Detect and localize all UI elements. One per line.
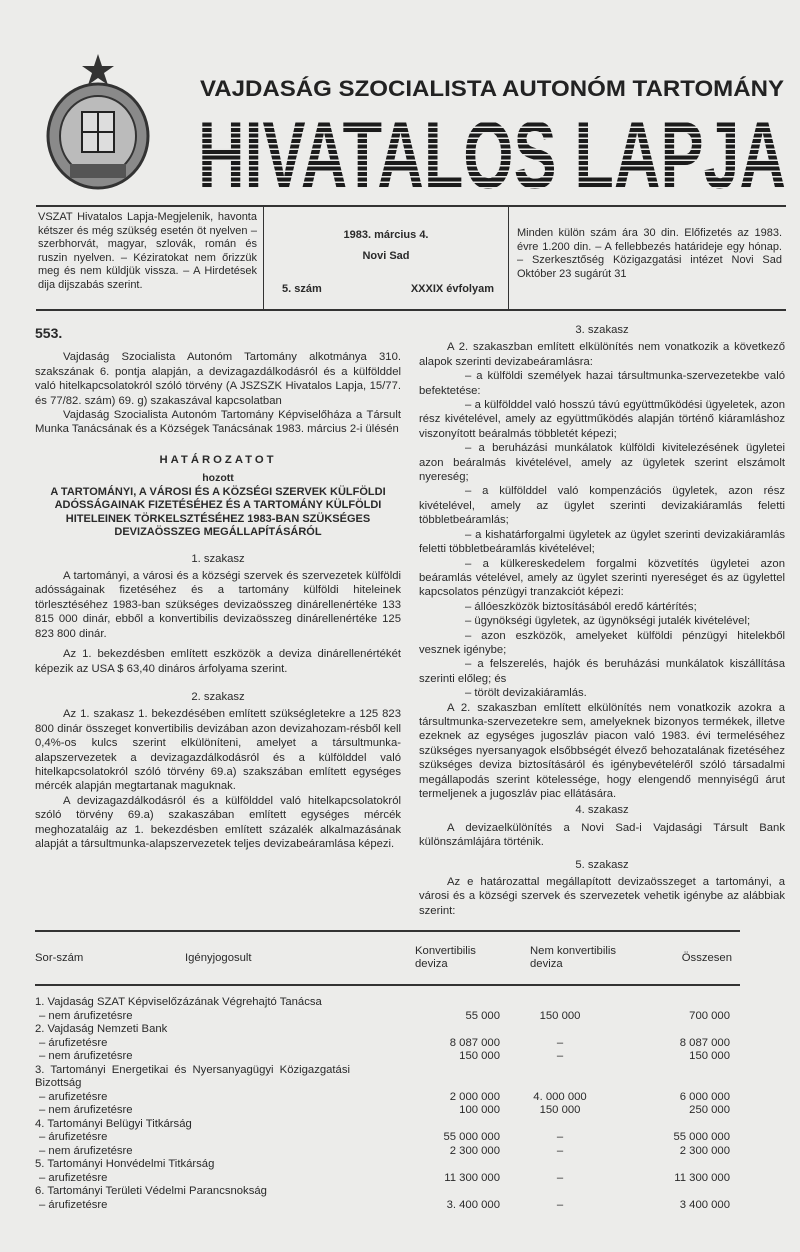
list-item: – a beruházási munkálatok külföldi kivitelezésének ügyletei azon beáralmás kivételével, amely az ügyletek szerint elszámolt nyereség; <box>419 442 785 484</box>
row-label: 6. Tartományi Területi Védelmi Parancsnokság <box>35 1185 267 1198</box>
row-label: – arufizetésre <box>39 1090 108 1103</box>
cell-convertible: 55 000 000 <box>443 1131 500 1144</box>
row-label: – nem árufizetésre <box>39 1009 133 1022</box>
row-label: – arufizetésre <box>39 1171 108 1184</box>
cell-convertible: 55 000 <box>465 1009 500 1022</box>
issue-date: 1983. március 4. <box>343 229 429 241</box>
masthead-supertitle-wrap <box>198 70 788 102</box>
table-row <box>35 1064 740 1091</box>
table-row <box>35 985 740 1010</box>
list-item: – a felszerelés, hajók és beruházási munkálatok kiszállítása szerinti előleg; és <box>419 658 785 685</box>
cell-nonconvertible: – <box>556 1171 564 1184</box>
cell-nonconvertible: – <box>556 1144 564 1157</box>
cell-nonconvertible: – <box>556 1131 564 1144</box>
document-number: 553. <box>35 325 63 341</box>
list-item: – a külkereskedelem forgalmi közvetítés ügyletei azon beáramlás vételével, amely az ügylet szerinti nyereséget és az ügylettel kapcsolatos pénzügyi tranzakciót képezi: <box>419 557 785 599</box>
header-total: Összesen <box>620 931 740 985</box>
table-row <box>35 1104 740 1118</box>
cell-total: 55 000 000 <box>673 1131 730 1144</box>
coat-of-arms-emblem <box>42 52 154 194</box>
table-row <box>35 1091 740 1105</box>
issue-city: Novi Sad <box>362 250 410 262</box>
subscription-note: Minden külön szám ára 30 din. Előfizetés az 1983. évre 1.200 din. – A fellebbezés határideje egy hónap. – Szerkesztőség Közigazgatási intézet Novi Sad Október 23 sugárút 31 <box>517 227 782 280</box>
cell-convertible: 2 000 000 <box>449 1090 500 1103</box>
header-row-number: Sor-szám <box>35 931 95 985</box>
preamble-paragraph: Vajdaság Szocialista Autonóm Tartomány Képviselőháza a Társult Munka Tanácsának és a Községek Tanácsának 1983. március 2-i ülésén <box>35 409 401 436</box>
list-item: – állóeszközök biztosításából eredő kártérítés; <box>465 600 697 613</box>
row-label: – árufizetésre <box>39 1036 108 1049</box>
allocation-table <box>35 930 740 1212</box>
text-columns <box>35 323 785 918</box>
cell-total: 6 000 000 <box>679 1090 730 1103</box>
row-label: 2. Vajdaság Nemzeti Bank <box>35 1023 168 1036</box>
section-paragraph: Az 1. szakasz 1. bekezdésében említett szükségletekre a 125 823 800 dinár összeget konvertibilis devizában azon devizahozam-résből kell 0,4%-os kulcs szerint elkülöníteni, amelyet a társultmunka-alapszervezetek a devizagazdálkodásról és a külfölddel való hitelkapcsolatokról szóló törvény 69.a) szakszában említett egységes mércék alapján megtartanak maguknak. <box>35 708 401 793</box>
cell-nonconvertible: 150 000 <box>539 1104 581 1117</box>
section-paragraph: Az 1. bekezdésben említett eszközök a deviza dinárellenértékét képezik az USA $ 63,40 dináros árfolyama szerint. <box>35 648 401 675</box>
issue-volume: XXXIX évfolyam <box>410 283 494 295</box>
cell-total: 3 400 000 <box>679 1198 730 1211</box>
list-item: – a kishatárforgalmi ügyletek az ügylet szerinti devizakiáramlás feletti többletbeáramlás kivételével; <box>419 528 785 556</box>
masthead-title: HIVATALOS LAPJA <box>198 106 786 194</box>
section-paragraph: A devizaelkülönítés a Novi Sad-i Vajdasági Társult Bank különszámlájára történik. <box>419 821 785 849</box>
section-paragraph: A tartományi, a városi és a községi szervek és szervezetek külföldi adósságainak fizetéséhez és a tartomány külföldi hiteleinek törlesztéséhez 1983-ban szükséges devizaösszeg dinárellenértéke 133 815 000 dinár, ebből a konvertibilis devizaösszeg dinárellenértéke 125 823 800 dinár. <box>35 570 401 640</box>
header-claimant: Igényjogosult <box>95 931 355 985</box>
empty-cell <box>500 985 740 1010</box>
masthead-title-wrap <box>196 106 790 194</box>
publication-note: VSZAT Hivatalos Lapja-Megjelenik, havonta kétszer és még szükség esetén öt nyelven – szerbhorvát, magyar, szlovák, román és ruszin nyelven. – Kéziratokat nem őrizzük meg és nem küldjük vissza. – A Hirdetések dija dijszabás szerint. <box>36 207 264 309</box>
decision-title: A TARTOMÁNYI, A VÁROSI ÉS A KÖZSÉGI SZERVEK KÜLFÖLDI ADÓSSÁGAINAK FIZETÉSÉHEZ ÉS A TARTOMÁNY KÜLFÖLDI HITELEINEK TÖRKELSZTÉSÉHEZ 1983-BAN SZÜKSÉGES DEVIZAÖSSZEG MEGÁLLAPÍTÁSÁRÓL <box>50 485 386 539</box>
masthead-supertitle: VAJDASÁG SZOCIALISTA AUTONÓM TARTOMÁNY <box>200 76 785 101</box>
cell-total: 150 000 <box>689 1050 730 1063</box>
row-label: 5. Tartományi Honvédelmi Titkárság <box>35 1158 215 1171</box>
row-label: – árufizetésre <box>39 1131 108 1144</box>
decision-subheading: hozott <box>202 472 234 485</box>
table-row <box>35 1023 740 1037</box>
table-row <box>35 1185 740 1199</box>
table-row <box>35 1131 740 1145</box>
empty-cell <box>500 1158 740 1172</box>
cell-total: 700 000 <box>689 1009 730 1022</box>
issue-details <box>264 207 509 309</box>
row-label: – árufizetésre <box>39 1198 108 1211</box>
cell-convertible: 8 087 000 <box>449 1036 500 1049</box>
table-row <box>35 1158 740 1172</box>
section-heading: 1. szakasz <box>191 552 245 565</box>
cell-total: 2 300 000 <box>679 1144 730 1157</box>
empty-cell <box>500 1023 740 1037</box>
section-paragraph: Az e határozattal megállapított devizaösszeget a tartományi, a városi és a községi szervek és szervezetek vehetik igénybe az alábbiak szerint: <box>419 876 785 917</box>
left-column <box>35 323 401 851</box>
right-column <box>419 323 785 918</box>
cell-convertible: 11 300 000 <box>444 1171 500 1184</box>
row-label: 3. Tartományi Energetikai és Nyersanyagügyi Közigazgatási Bizottság <box>35 1063 350 1090</box>
cell-nonconvertible: 4. 000 000 <box>533 1090 587 1103</box>
document-body <box>35 323 785 1212</box>
table-header-row <box>35 931 740 985</box>
section-paragraph: A 2. szakaszban említett elkülönítés nem vonatkozik a következő alapok szerinti devizabeáramlásra: <box>419 341 785 368</box>
row-label: 4. Tartományi Belügyi Titkárság <box>35 1117 192 1130</box>
cell-nonconvertible: – <box>556 1050 564 1063</box>
table-row <box>35 1037 740 1051</box>
list-item: – a külföldi személyek hazai társultmunka-szervezetekbe való befektetése: <box>419 370 785 397</box>
table-row <box>35 1172 740 1186</box>
header-convertible: Konvertibilis deviza <box>355 931 500 985</box>
table-row <box>35 1145 740 1159</box>
issue-number: 5. szám <box>282 283 322 295</box>
section-paragraph: A devizagazdálkodásról és a külfölddel való hitelkapcsolatokról szóló törvény 69.a) szakaszában említett egységes mércék meghozataláig az 1. bekezdésben említett százalék alkalmazásának alapját a társultmunka-alapszervezetek teljes devizabeáramlása képezi. <box>35 794 401 850</box>
cell-convertible: 3. 400 000 <box>446 1198 500 1211</box>
preamble-paragraph: Vajdaság Szocialista Autonóm Tartomány alkotmánya 310. szakszának 6. pontja alapján, a devizagazdálkodásról és a külfölddel való hitelkapcsolatokról szóló törvény (A JSZSZK Hivatalos Lapja, 15/77. és 77/82. szám) 69. g) szakaszával kapcsolatban <box>35 351 401 407</box>
list-item: – törölt devizakiáramlás. <box>465 687 587 700</box>
list-item: – a külfölddel való kompenzációs ügyletek, azon rész kivételével, amely az ügylet szerinti devizakiáramlás feletti többletbeáramlás; <box>419 485 785 527</box>
section-heading: 3. szakasz <box>575 324 629 336</box>
cell-nonconvertible: – <box>556 1198 564 1211</box>
cell-total: 11 300 000 <box>674 1171 730 1184</box>
list-item: – a külfölddel való hosszú távú együttműködési ügyeletek, azon rész kivételével, amely az együttműködés alapján történő kiáramláshoz viszonyított beáralmás többletét képezi; <box>419 399 785 440</box>
empty-cell <box>500 1064 740 1091</box>
empty-cell <box>500 1185 740 1199</box>
section-heading: 2. szakasz <box>191 690 245 703</box>
list-item: – ügynökségi ügyletek, az ügynökségi jutalék kivételével; <box>465 615 751 628</box>
row-label: – nem árufizetésre <box>39 1104 133 1117</box>
cell-convertible: 150 000 <box>459 1050 500 1063</box>
empty-cell <box>500 1118 740 1132</box>
section-paragraph: A 2. szakaszban említett elkülönítés nem vonatkozik azokra a társultmunka-szervezetekre sem, amelyeknek bizonyos termékek, illetve ezeknek az egységes jugoszláv piacon való 1983. évi termeléséhez szükséges nyersanyagok elsőbbségét élvező behozatalának fizetéséhez szükséges deviza biztosításáról és igénybevételéről szóló társadalmi megállapodás szerint kötelessége, hogy elengendő mennyiségű árut termeljenek a jugoszláv piac ellátására. <box>419 701 785 800</box>
table-row <box>35 1010 740 1024</box>
row-label: 1. Vajdaság SZAT Képviselőzázának Végrehajtó Tanácsa <box>35 996 322 1009</box>
header-nonconvertible: Nem konvertibilis deviza <box>500 931 620 985</box>
table-row <box>35 1050 740 1064</box>
cell-nonconvertible: – <box>556 1036 564 1049</box>
list-item: – azon eszközök, amelyeket külföldi pénzügyi hitelekből vesznek igénybe; <box>419 629 785 656</box>
cell-total: 250 000 <box>689 1104 730 1117</box>
cell-nonconvertible: 150 000 <box>539 1009 581 1022</box>
table-row <box>35 1118 740 1132</box>
table-row <box>35 1199 740 1213</box>
row-label: – nem árufizetésre <box>39 1050 133 1063</box>
cell-convertible: 100 000 <box>459 1104 500 1117</box>
cell-convertible: 2 300 000 <box>449 1144 500 1157</box>
section-heading: 5. szakasz <box>575 858 629 871</box>
row-label: – nem árufizetésre <box>39 1144 133 1157</box>
decision-heading: HATÁROZATOT <box>159 453 277 466</box>
section-heading: 4. szakasz <box>575 804 629 817</box>
issue-info-box <box>36 205 786 311</box>
cell-total: 8 087 000 <box>679 1036 730 1049</box>
